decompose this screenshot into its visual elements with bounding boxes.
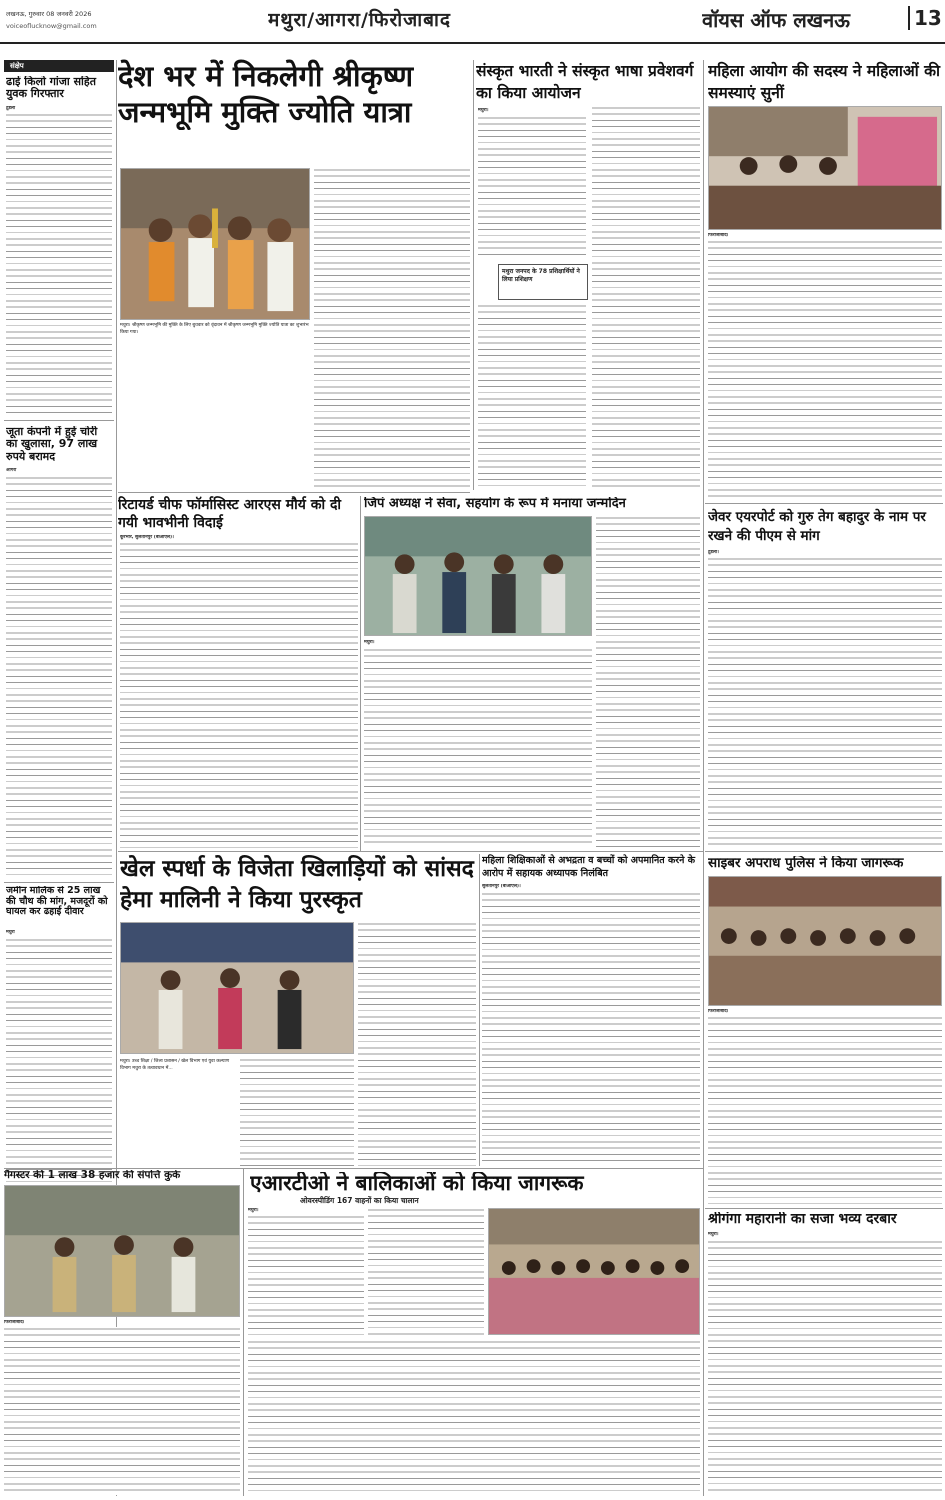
briefs-label: संक्षेप — [4, 60, 114, 72]
news2-headline: जूता कंपनी में हुई चोरी का खुलासा, 97 लाख रुपये बरामद — [6, 426, 98, 463]
news3-lead: मथुरा — [6, 930, 15, 935]
zila-body — [364, 648, 592, 848]
zila-photo-image — [365, 517, 591, 635]
arto-subhead: ओवरस्पीडिंग 167 वाहनों का किया चालान — [300, 1196, 419, 1205]
khel-body-mid — [240, 1058, 354, 1166]
main-headline: देश भर में निकलेगी श्रीकृष्ण जन्मभूमि मुक्ति ज्योति यात्रा — [118, 59, 414, 129]
arto-photo-image — [489, 1209, 699, 1334]
mahila-photo — [708, 106, 942, 230]
jewar-headline: जेवर एयरपोर्ट को गुरु तेग बहादुर के नाम पर रखने की पीएम से मांग — [708, 509, 926, 544]
masthead-email: voiceoflucknow@gmail.com — [6, 22, 97, 30]
arto-body-mid — [368, 1208, 484, 1335]
news1-lead: टूंडला — [6, 106, 16, 111]
news1-body — [6, 113, 112, 413]
shringar-headline: श्रीगंगा महारानी का सजा भव्य दरबार — [708, 1212, 897, 1227]
shikshika-body — [482, 892, 700, 1166]
shikshika-lead: सुलतानपुर (बीओएल)। — [482, 884, 521, 889]
mahila-body — [708, 240, 942, 498]
retired-headline: रिटायर्ड चीफ फॉर्मासिस्ट आरएस मौर्य को दी गयी भावभीनी विदाई — [118, 497, 342, 531]
jewar-lead: टूंडला। — [708, 550, 719, 555]
cyber-lead: फिरोजाबाद। — [708, 1009, 729, 1014]
mahila-lead: फिरोजाबाद। — [708, 233, 729, 238]
shringar-lead: मथुरा। — [708, 1232, 719, 1237]
arto-headline: एआरटीओ ने बालिकाओं को किया जागरूक — [250, 1172, 584, 1195]
main-photo — [120, 168, 310, 320]
zila-body-right — [596, 516, 700, 848]
khel-headline: खेल स्पर्धा के विजेता खिलाड़ियों को सांसद हेमा मालिनी ने किया पुरस्कृत — [120, 856, 474, 913]
sanskrit-body-col1 — [478, 116, 586, 260]
gangster-photo-image — [5, 1186, 239, 1316]
khel-photo — [120, 922, 354, 1054]
mahila-photo-image — [709, 107, 941, 229]
jewar-body — [708, 557, 942, 847]
sanskrit-box — [498, 264, 588, 300]
cyber-photo — [708, 876, 942, 1006]
zila-photo — [364, 516, 592, 636]
gangster-body — [4, 1327, 240, 1495]
gangster-photo — [4, 1185, 240, 1317]
zila-headline: जिपं अध्यक्ष ने सेवा, सहयोग के रूप में मनाया जन्मदिन — [364, 497, 626, 511]
news1-headline: ढाई किलो गांजा सहित युवक गिरफ्तार — [6, 76, 96, 101]
sanskrit-body-col1b — [478, 304, 586, 490]
mahila-headline: महिला आयोग की सदस्य ने महिलाओं की समस्याएं सुनीं — [708, 62, 941, 102]
retired-body — [120, 542, 358, 848]
sanskrit-body-col2 — [592, 106, 700, 490]
shikshika-headline: महिला शिक्षिकाओं से अभद्रता व बच्चों को अपमानित करने के आरोप में सहायक अध्यापक निलंबित — [482, 855, 696, 879]
gangster-lead: फिरोजाबाद। — [4, 1320, 25, 1325]
retired-lead: कूरेभार, सुलतानपुर (बीओएल)। — [120, 535, 174, 540]
news3-headline: जमीन मालिक से 25 लाख की चौथ की मांग, मजदूरों को घायल कर ढहाई दीवार — [6, 886, 108, 918]
masthead-date: लखनऊ, गुरुवार 08 जनवरी 2026 — [6, 10, 92, 18]
sanskrit-lead: मथुरा। — [478, 108, 489, 113]
khel-caption: मथुरा। उच्च शिक्षा / जिला प्रशासन / खेल विभाग एवं युवा कल्याण विभाग मथुरा के तत्वावधान में... — [120, 1058, 235, 1166]
news2-lead: आगरा — [6, 468, 17, 473]
section-title: मथुरा/आगरा/फिरोजाबाद — [268, 9, 452, 31]
cyber-photo-image — [709, 877, 941, 1005]
brand-title: वॉयस ऑफ लखनऊ — [702, 8, 850, 32]
sanskrit-headline: संस्कृत भारती ने संस्कृत भाषा प्रवेशवर्ग का किया आयोजन — [476, 62, 694, 102]
page-number: 13 — [908, 6, 942, 30]
main-photo-caption: मथुरा। श्रीकृष्ण जन्मभूमि की मुक्ति के लिए बुधवार को वृंदावन में श्रीकृष्ण जन्मभूमि मुक्ति ज्योति यात्रा का शुभारंभ किया गया। — [120, 322, 310, 490]
arto-body-bottom — [248, 1340, 700, 1495]
shringar-body — [708, 1240, 942, 1495]
arto-lead: मथुरा। — [248, 1208, 259, 1213]
cyber-body — [708, 1016, 942, 1204]
arto-photo — [488, 1208, 700, 1335]
news2-body — [6, 476, 112, 876]
khel-photo-image — [121, 923, 353, 1053]
sanskrit-box-text: मथुरा जनपद के 78 प्रशिक्षार्थियों ने लिया प्रशिक्षण — [502, 268, 580, 283]
main-photo-image — [121, 169, 309, 319]
arto-body-left — [248, 1215, 364, 1335]
khel-body-right — [358, 922, 476, 1166]
zila-lead: मथुरा। — [364, 640, 375, 645]
cyber-headline: साइबर अपराध पुलिस ने किया जागरूक — [708, 856, 904, 871]
gangster-headline: गैंगस्टर की 1 लाख 38 हजार की संपत्ति कुर्क — [4, 1170, 181, 1181]
masthead — [0, 0, 945, 44]
main-body-right — [314, 168, 470, 490]
